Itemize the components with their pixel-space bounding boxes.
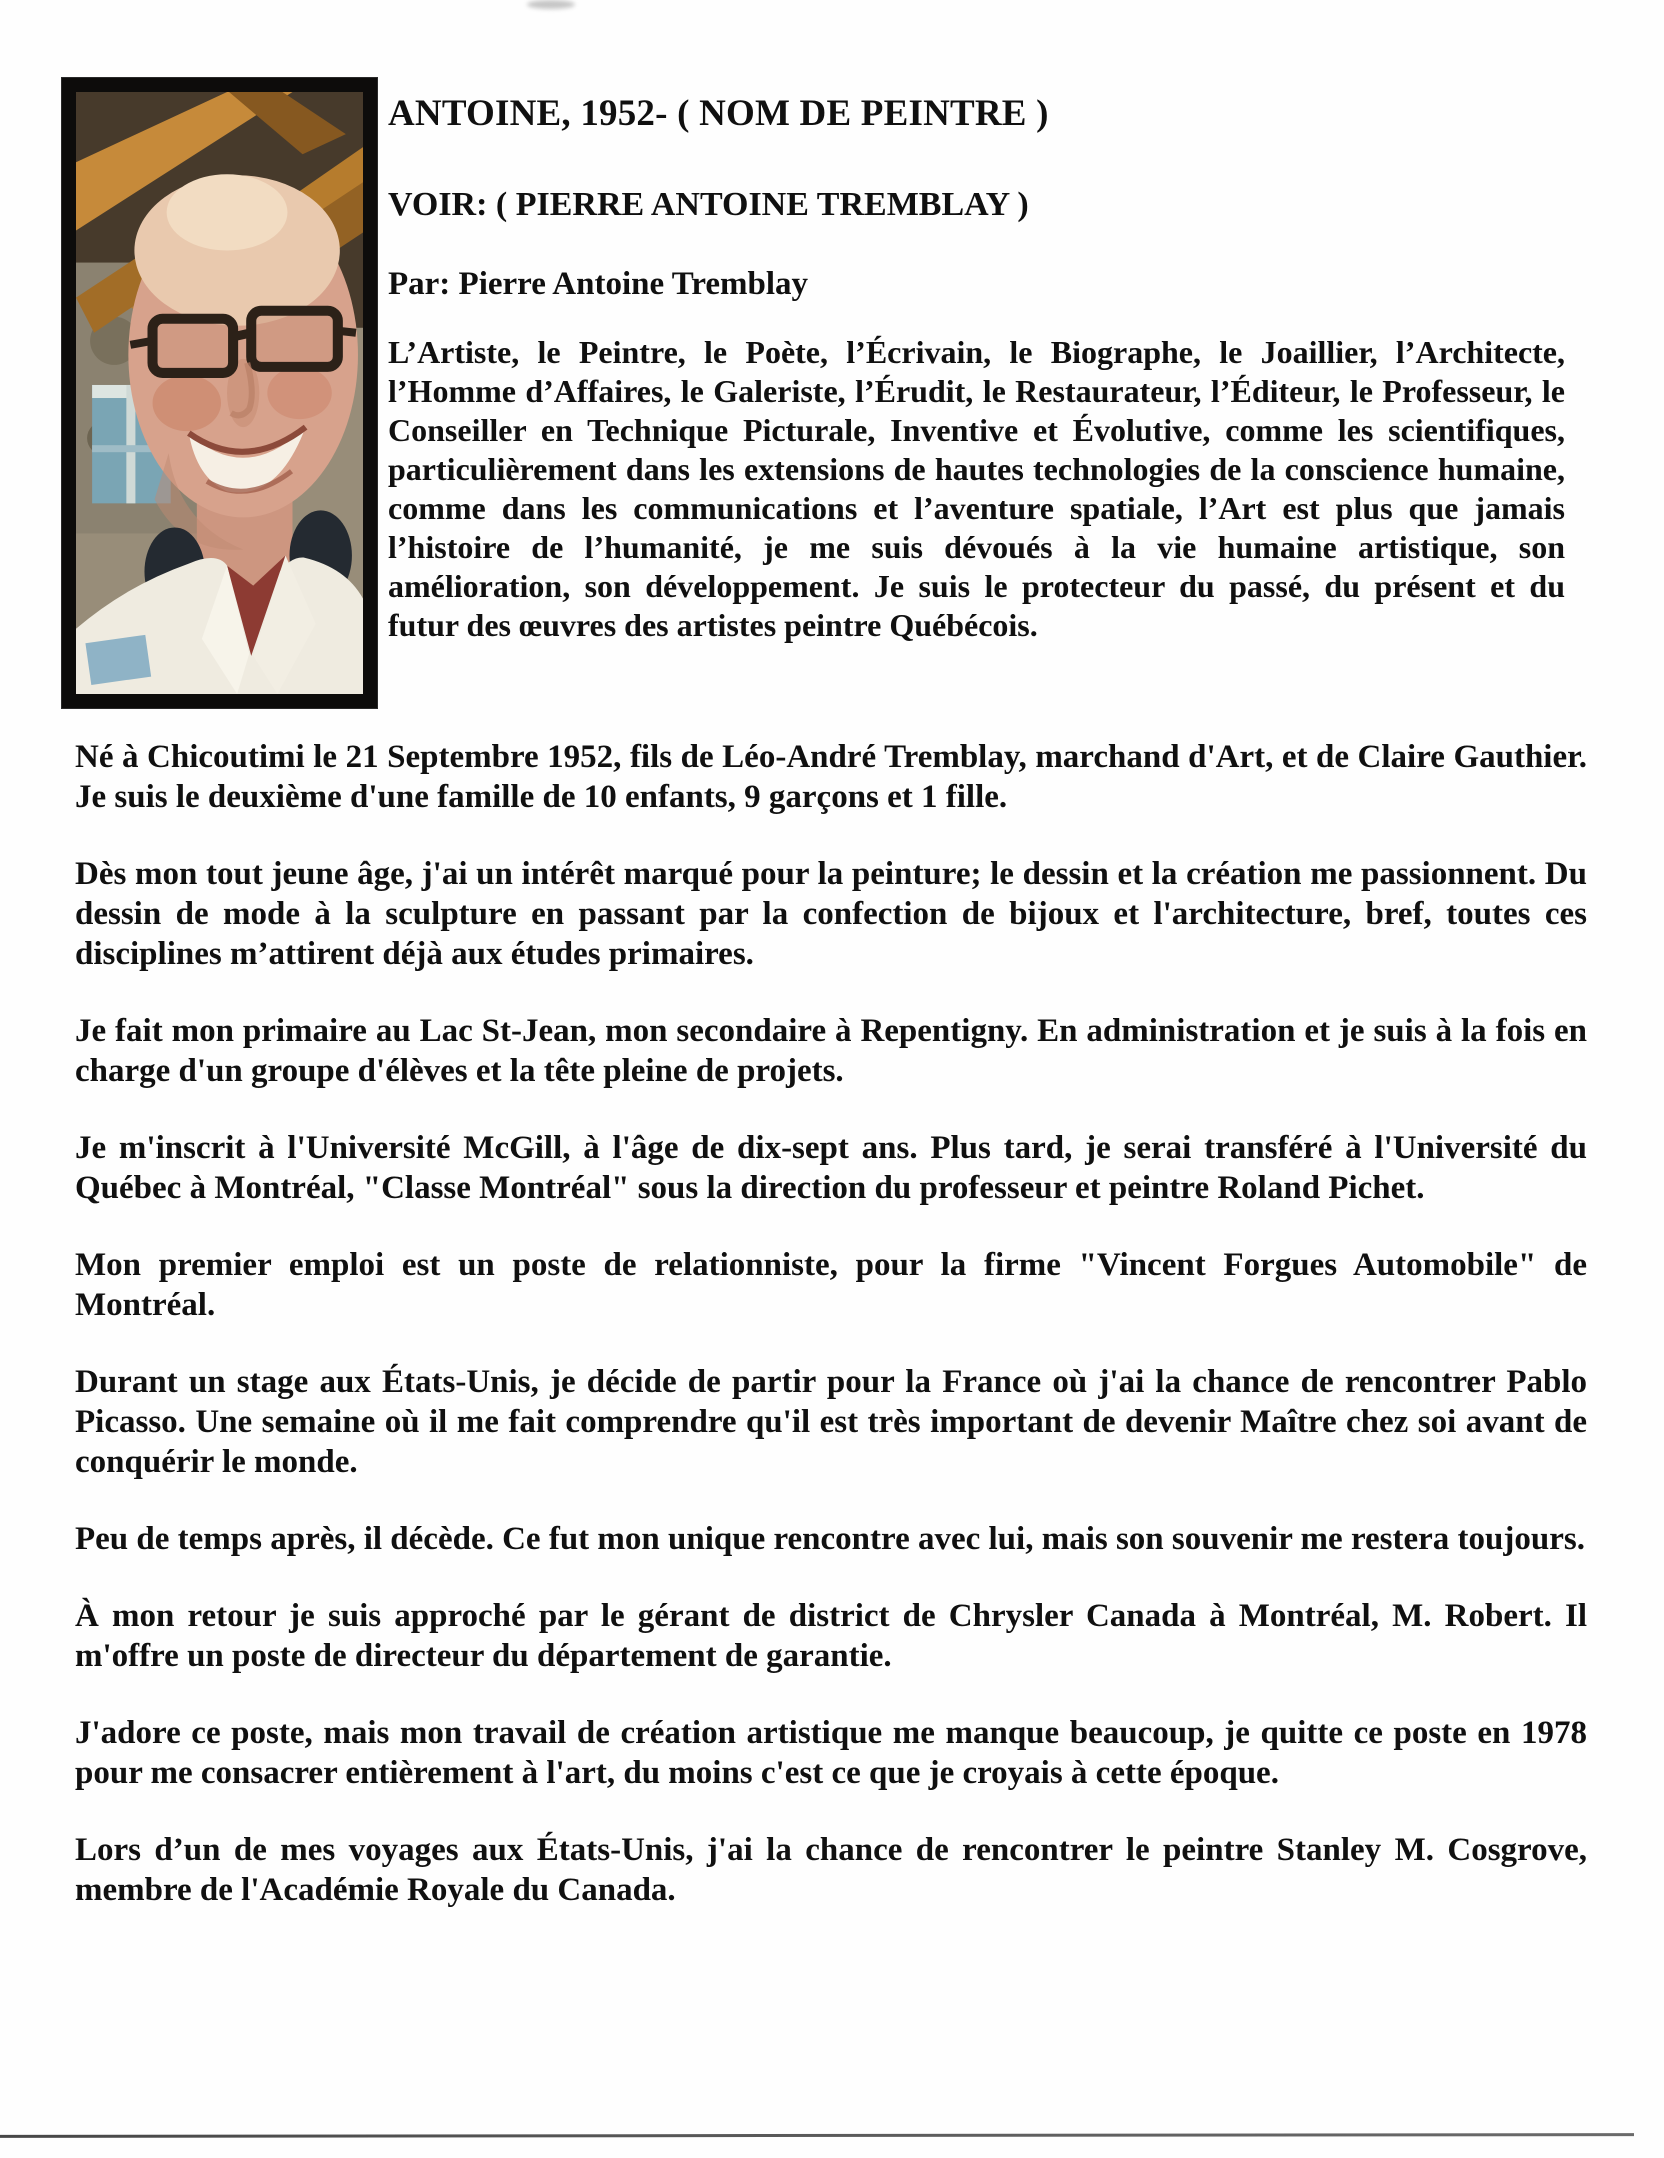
bio-paragraph-schooling: Je fait mon primaire au Lac St-Jean, mon secondaire à Repentigny. En administration et je suis à la fois en charge d'un groupe d'élèves et la tête pleine de projets. [75,1013,1587,1089]
scan-smudge-artifact [527,0,575,9]
bio-paragraph-chrysler: À mon retour je suis approché par le gérant de district de Chrysler Canada à Montréal, M. Robert. Il m'offre un poste de directeur du département de garantie. [75,1598,1587,1674]
byline: Par: Pierre Antoine Tremblay [388,266,809,302]
intro-paragraph: L’Artiste, le Peintre, le Poète, l’Écrivain, le Biographe, le Joaillier, l’Architecte, l’Homme d’Affaires, le Galeriste, l’Érudit, le Restaurateur, l’Éditeur, le Professeur, le Conseiller en Technique Picturale, Inventive et Évolutive, comme les scientifiques, particulièrement dans les extensions de hautes technologies de la conscience humaine, comme dans les communications et l’aventure spatiale, l’Art est plus que jamais l’histoire de l’humanité, je me suis dévoués à la vie humaine artistique, son amélioration, son développement. Je suis le protecteur du passé, du présent et du futur des œuvres des artistes peintre Québécois. [388,334,1565,643]
see-reference-line: VOIR: ( PIERRE ANTOINE TREMBLAY ) [388,186,1029,223]
bio-paragraph-picasso: Durant un stage aux États-Unis, je décide de partir pour la France où j'ai la chance de rencontrer Pablo Picasso. Une semaine où il me fait comprendre qu'il est très important de devenir Maître chez soi avant de conquérir le monde. [75,1364,1587,1480]
bio-paragraph-childhood: Dès mon tout jeune âge, j'ai un intérêt marqué pour la peinture; le dessin et la création me passionnent. Du dessin de mode à la sculpture en passant par la confection de bijoux et l'architecture, bref, toutes ces disciplines m’attirent déjà aux études primaires. [75,856,1587,972]
bio-paragraph-picasso-death: Peu de temps après, il décède. Ce fut mon unique rencontre avec lui, mais son souvenir me restera toujours. [75,1521,1585,1557]
portrait-photo [76,92,363,694]
biography-section [75,737,1587,1947]
bio-paragraph-leaving-1978: J'adore ce poste, mais mon travail de création artistique me manque beaucoup, je quitte ce poste en 1978 pour me consacrer entièrement à l'art, du moins c'est ce que je croyais à cette époque. [75,1715,1587,1791]
bio-paragraph-cosgrove: Lors d’un de mes voyages aux États-Unis, j'ai la chance de rencontrer le peintre Stanley M. Cosgrove, membre de l'Académie Royale du Canada. [75,1832,1587,1908]
document-title: ANTOINE, 1952- ( NOM DE PEINTRE ) [388,93,1049,134]
scan-bottom-edge-line [0,2133,1634,2138]
bio-paragraph-birth: Né à Chicoutimi le 21 Septembre 1952, fils de Léo-André Tremblay, marchand d'Art, et de Claire Gauthier. Je suis le deuxième d'une famille de 10 enfants, 9 garçons et 1 fille. [75,739,1587,815]
bio-paragraph-university: Je m'inscrit à l'Université McGill, à l'âge de dix-sept ans. Plus tard, je serai transféré à l'Université du Québec à Montréal, "Classe Montréal" sous la direction du professeur et peintre Roland Pichet. [75,1130,1587,1206]
portrait-photo-frame [62,78,377,708]
bio-paragraph-first-job: Mon premier emploi est un poste de relationniste, pour la firme "Vincent Forgues Automobile" de Montréal. [75,1247,1587,1323]
